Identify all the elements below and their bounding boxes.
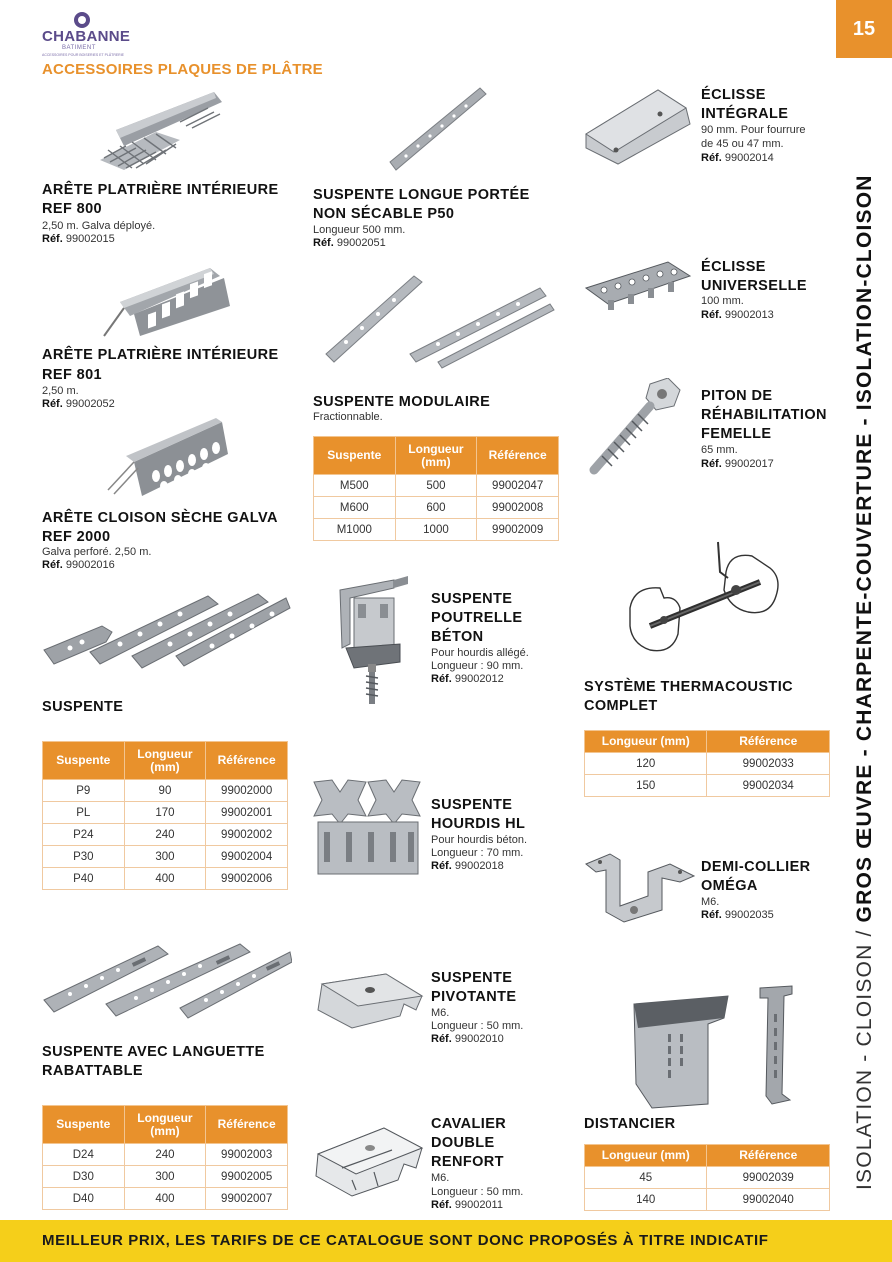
table-cell: 99002004 — [206, 846, 288, 868]
table-cell: 300 — [124, 846, 206, 868]
eclisse-int-title-2: INTÉGRALE — [701, 106, 789, 122]
ref-value: 99002015 — [65, 233, 115, 245]
longue-desc: Longueur 500 mm. — [313, 224, 406, 236]
pivotante-desc-2: Longueur : 50 mm. — [431, 1020, 524, 1032]
table-cell: 400 — [124, 868, 206, 890]
table-row — [585, 1189, 830, 1211]
thermacoustic-image — [620, 538, 788, 668]
table-row — [43, 780, 288, 802]
table-header: Référence — [477, 437, 559, 475]
eclisse-integrale-image — [582, 84, 694, 166]
arete-800-title-1: ARÊTE PLATRIÈRE INTÉRIEURE — [42, 182, 279, 198]
table-cell: 45 — [585, 1167, 707, 1189]
table-cell: 99002039 — [707, 1167, 830, 1189]
table-cell: M500 — [314, 475, 396, 497]
table-row — [314, 497, 559, 519]
longue-title-1: SUSPENTE LONGUE PORTÉE — [313, 187, 530, 203]
arete-801-desc: 2,50 m. — [42, 385, 79, 397]
eclisse-univ-desc: 100 mm. — [701, 295, 744, 307]
distancier-table — [584, 1144, 830, 1211]
table-cell: 99002008 — [477, 497, 559, 519]
pivotante-ref — [431, 1033, 504, 1046]
arete-800-ref — [42, 233, 115, 246]
table-cell: 240 — [124, 1144, 206, 1166]
table-row — [43, 868, 288, 890]
table-header: Suspente — [314, 437, 396, 475]
piton-title-1: PITON DE — [701, 388, 773, 404]
brand-logo-icon — [74, 12, 90, 28]
table-cell: 240 — [124, 824, 206, 846]
ref-label: Réf. — [42, 559, 63, 571]
hourdis-title-1: SUSPENTE — [431, 797, 513, 813]
omega-title-2: OMÉGA — [701, 878, 758, 894]
table-cell: M600 — [314, 497, 396, 519]
demi-collier-omega-image — [584, 850, 696, 926]
ref-label: Réf. — [42, 233, 63, 245]
table-cell: 120 — [585, 753, 707, 775]
table-row — [43, 846, 288, 868]
ref-label: Réf. — [42, 398, 63, 410]
table-cell: 99002009 — [477, 519, 559, 541]
suspente-image — [40, 586, 292, 670]
poutrelle-title-2: POUTRELLE — [431, 610, 523, 626]
poutrelle-title-3: BÉTON — [431, 629, 484, 645]
brand-logo — [42, 12, 131, 60]
hourdis-ref — [431, 860, 504, 873]
table-row — [585, 753, 830, 775]
arete-2000-desc: Galva perforé. 2,50 m. — [42, 546, 152, 558]
table-cell: 99002006 — [206, 868, 288, 890]
thermacoustic-title-2: COMPLET — [584, 698, 658, 714]
suspente-languette-image — [40, 938, 292, 1022]
arete-801-title-2: REF 801 — [42, 367, 103, 383]
ref-value: 99002013 — [724, 309, 774, 321]
category-vertical-label — [847, 70, 883, 1190]
suspente-hourdis-image — [312, 778, 424, 876]
section-title: ACCESSOIRES PLAQUES DE PLÂTRE — [42, 61, 323, 78]
table-header: Longueur (mm) — [124, 742, 206, 780]
arete-2000-title-2: REF 2000 — [42, 529, 111, 545]
table-cell: 99002005 — [206, 1166, 288, 1188]
ref-label: Réf. — [701, 309, 722, 321]
table-header: Longueur (mm) — [395, 437, 477, 475]
table-cell: M1000 — [314, 519, 396, 541]
table-row — [314, 475, 559, 497]
cavalier-title-2: DOUBLE — [431, 1135, 495, 1151]
ref-value: 99002010 — [454, 1033, 504, 1045]
category-light: ISOLATION - CLOISON / — [853, 922, 876, 1190]
hourdis-title-2: HOURDIS HL — [431, 816, 526, 832]
hourdis-desc-1: Pour hourdis béton. — [431, 834, 528, 846]
table-row — [585, 1167, 830, 1189]
table-cell: 500 — [395, 475, 477, 497]
arete-800-desc: 2,50 m. Galva déployé. — [42, 220, 156, 232]
ref-value: 99002014 — [724, 152, 774, 164]
longue-ref — [313, 237, 386, 250]
poutrelle-ref — [431, 673, 504, 686]
table-row — [43, 1188, 288, 1210]
ref-label: Réf. — [701, 152, 722, 164]
table-row — [43, 1144, 288, 1166]
footer-banner — [0, 1220, 892, 1262]
table-cell: P24 — [43, 824, 125, 846]
ref-label: Réf. — [431, 1199, 452, 1211]
languette-title-1: SUSPENTE AVEC LANGUETTE — [42, 1044, 265, 1060]
table-cell: 99002003 — [206, 1144, 288, 1166]
suspente-modulaire-image — [318, 270, 558, 370]
table-cell: 99002007 — [206, 1188, 288, 1210]
cavalier-title-3: RENFORT — [431, 1154, 504, 1170]
arete-2000-ref — [42, 559, 115, 572]
languette-table — [42, 1105, 288, 1210]
ref-label: Réf. — [431, 1033, 452, 1045]
ref-value: 99002011 — [454, 1199, 503, 1211]
table-header: Suspente — [43, 742, 125, 780]
page-number: 15 — [836, 0, 892, 58]
arete-801-image — [100, 262, 235, 340]
hourdis-desc-2: Longueur : 70 mm. — [431, 847, 524, 859]
thermacoustic-table — [584, 730, 830, 797]
table-header: Longueur (mm) — [585, 731, 707, 753]
table-header: Référence — [707, 1145, 830, 1167]
table-cell: 170 — [124, 802, 206, 824]
eclisse-univ-title-1: ÉCLISSE — [701, 259, 766, 275]
table-cell: 150 — [585, 775, 707, 797]
table-header: Longueur (mm) — [585, 1145, 707, 1167]
table-cell: 1000 — [395, 519, 477, 541]
eclisse-univ-ref — [701, 309, 774, 322]
table-cell: PL — [43, 802, 125, 824]
ref-value: 99002018 — [454, 860, 504, 872]
ref-label: Réf. — [431, 673, 452, 685]
table-header: Suspente — [43, 1106, 125, 1144]
thermacoustic-title-1: SYSTÈME THERMACOUSTIC — [584, 679, 793, 695]
table-header: Longueur (mm) — [124, 1106, 206, 1144]
suspente-pivotante-image — [312, 970, 426, 1034]
pivotante-title-2: PIVOTANTE — [431, 989, 517, 1005]
table-cell: 400 — [124, 1188, 206, 1210]
pivotante-title-1: SUSPENTE — [431, 970, 513, 986]
poutrelle-title-1: SUSPENTE — [431, 591, 513, 607]
table-cell: 140 — [585, 1189, 707, 1211]
table-cell: D40 — [43, 1188, 125, 1210]
ref-label: Réf. — [701, 909, 722, 921]
suspente-longue-image — [384, 84, 488, 174]
table-row — [43, 802, 288, 824]
table-cell: 99002047 — [477, 475, 559, 497]
table-cell: P9 — [43, 780, 125, 802]
ref-label: Réf. — [313, 237, 334, 249]
longue-title-2: NON SÉCABLE P50 — [313, 206, 455, 222]
table-cell: 99002000 — [206, 780, 288, 802]
eclisse-univ-title-2: UNIVERSELLE — [701, 278, 807, 294]
table-header: Référence — [707, 731, 830, 753]
table-cell: P40 — [43, 868, 125, 890]
cavalier-title-1: CAVALIER — [431, 1116, 507, 1132]
modulaire-title: SUSPENTE MODULAIRE — [313, 394, 491, 410]
omega-title-1: DEMI-COLLIER — [701, 859, 811, 875]
table-row — [585, 775, 830, 797]
brand-tagline: ACCESSOIRES POUR BOISERIES ET PLÂTRERIE — [42, 53, 125, 57]
ref-value: 99002035 — [724, 909, 774, 921]
arete-801-title-1: ARÊTE PLATRIÈRE INTÉRIEURE — [42, 347, 279, 363]
distancier-image — [612, 984, 802, 1112]
arete-2000-image — [104, 416, 232, 500]
omega-ref — [701, 909, 774, 922]
pivotante-desc-1: M6. — [431, 1007, 450, 1019]
suspente-table — [42, 741, 288, 890]
table-row — [314, 519, 559, 541]
ref-label: Réf. — [701, 458, 722, 470]
arete-800-image — [96, 88, 231, 176]
table-header: Référence — [206, 1106, 288, 1144]
table-cell: 99002040 — [707, 1189, 830, 1211]
languette-title-2: RABATTABLE — [42, 1063, 143, 1079]
modulaire-desc: Fractionnable. — [313, 411, 383, 423]
eclisse-int-desc-1: 90 mm. Pour fourrure — [701, 124, 806, 136]
ref-value: 99002051 — [336, 237, 386, 249]
arete-801-ref — [42, 398, 115, 411]
table-cell: 99002001 — [206, 802, 288, 824]
brand-subtitle: BATIMENT — [62, 45, 96, 51]
cavalier-image — [312, 1124, 426, 1200]
table-cell: 600 — [395, 497, 477, 519]
cavalier-ref — [431, 1199, 503, 1212]
suspente-title: SUSPENTE — [42, 699, 124, 715]
suspente-poutrelle-image — [334, 574, 424, 708]
piton-ref — [701, 458, 774, 471]
cavalier-desc-1: M6. — [431, 1172, 450, 1184]
table-cell: 90 — [124, 780, 206, 802]
piton-title-2: RÉHABILITATION — [701, 407, 827, 423]
table-cell: D24 — [43, 1144, 125, 1166]
piton-desc: 65 mm. — [701, 444, 738, 456]
ref-value: 99002052 — [65, 398, 115, 410]
poutrelle-desc-1: Pour hourdis allégé. — [431, 647, 529, 659]
eclisse-int-title-1: ÉCLISSE — [701, 87, 766, 103]
ref-value: 99002017 — [724, 458, 774, 470]
table-row — [43, 824, 288, 846]
brand-name: CHABANNE — [42, 28, 131, 45]
table-cell: 300 — [124, 1166, 206, 1188]
omega-desc: M6. — [701, 896, 720, 908]
distancier-title: DISTANCIER — [584, 1116, 676, 1132]
ref-value: 99002012 — [454, 673, 504, 685]
table-cell: 99002033 — [707, 753, 830, 775]
cavalier-desc-2: Longueur : 50 mm. — [431, 1186, 524, 1198]
eclisse-int-desc-2: de 45 ou 47 mm. — [701, 138, 784, 150]
ref-label: Réf. — [431, 860, 452, 872]
arete-800-title-2: REF 800 — [42, 201, 103, 217]
footer-text: MEILLEUR PRIX, LES TARIFS DE CE CATALOGUE SONT DONC PROPOSÉS À TITRE INDICATIF — [42, 1232, 769, 1249]
table-cell: D30 — [43, 1166, 125, 1188]
modulaire-table — [313, 436, 559, 541]
table-cell: P30 — [43, 846, 125, 868]
table-cell: 99002034 — [707, 775, 830, 797]
piton-image — [586, 378, 686, 476]
table-header: Référence — [206, 742, 288, 780]
ref-value: 99002016 — [65, 559, 115, 571]
poutrelle-desc-2: Longueur : 90 mm. — [431, 660, 524, 672]
category-bold: GROS ŒUVRE - CHARPENTE-COUVERTURE - ISOLATION-CLOISON — [853, 174, 876, 923]
eclisse-int-ref — [701, 152, 774, 165]
piton-title-3: FEMELLE — [701, 426, 772, 442]
eclisse-universelle-image — [582, 258, 694, 314]
table-row — [43, 1166, 288, 1188]
table-cell: 99002002 — [206, 824, 288, 846]
arete-2000-title-1: ARÊTE CLOISON SÈCHE GALVA — [42, 510, 278, 526]
